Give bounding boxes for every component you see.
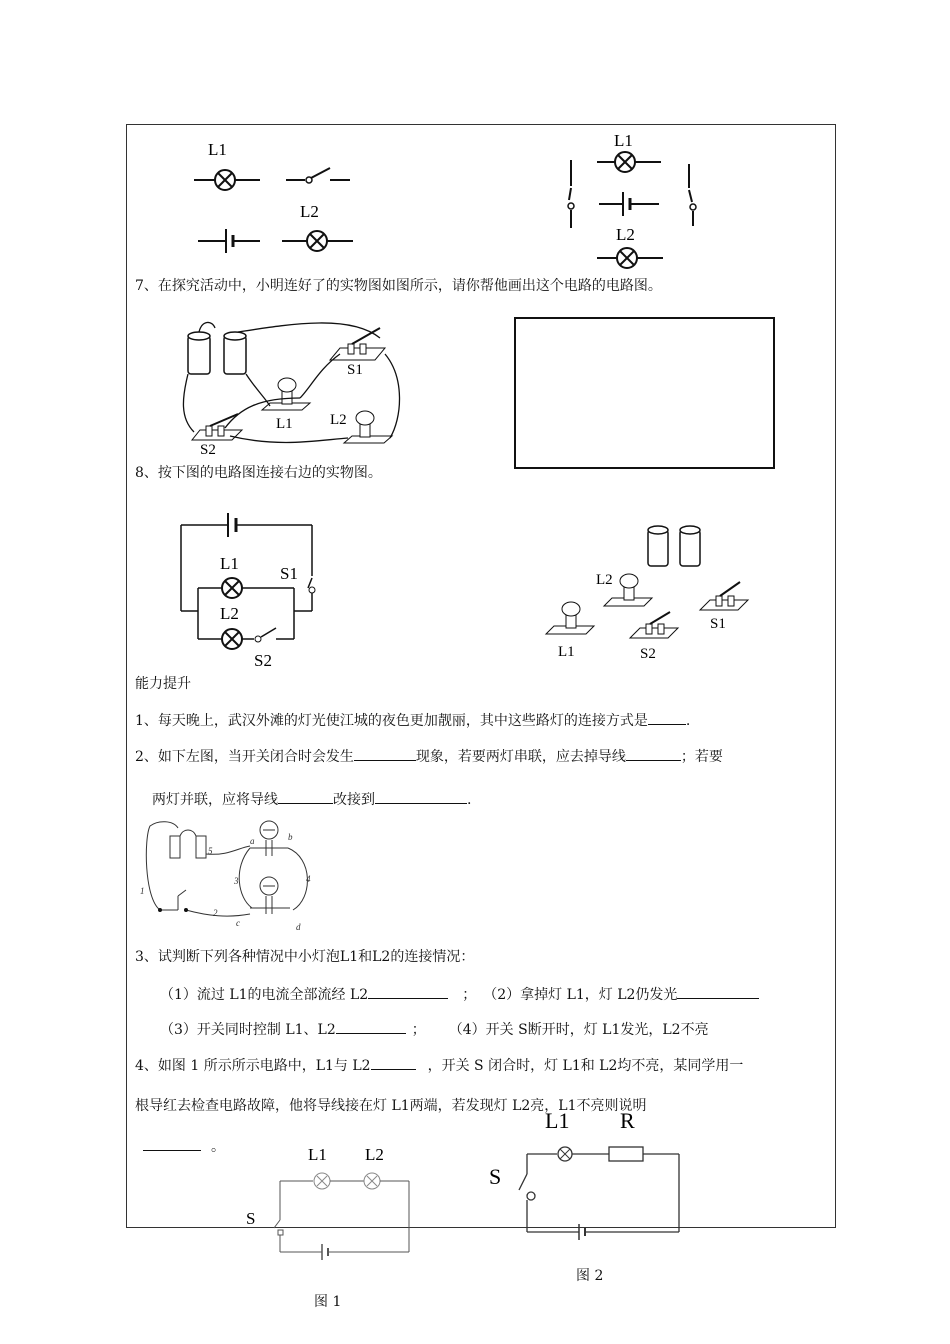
p2-blank-3[interactable]	[278, 789, 333, 804]
svg-text:c: c	[236, 918, 240, 928]
q7-physical-diagram	[180, 318, 410, 458]
svg-text:S: S	[489, 1164, 502, 1189]
svg-text:2: 2	[213, 908, 218, 918]
figure-2-caption: 图 2	[576, 1268, 604, 1284]
label-l2: L2	[300, 202, 319, 221]
svg-text:1: 1	[140, 886, 145, 896]
p3-line2: （3）开关同时控制 L1、L2 ； （4）开关 S断开时，灯 L1发光，L2不亮	[160, 1019, 709, 1039]
p3-blank-1[interactable]	[368, 984, 448, 999]
svg-text:b: b	[288, 832, 293, 842]
svg-text:4: 4	[306, 874, 311, 884]
svg-text:L1: L1	[558, 644, 575, 660]
svg-text:S1: S1	[280, 564, 298, 583]
p3-blank-3[interactable]	[336, 1019, 406, 1034]
p2-line2: 两灯并联，应将导线 改接到 .	[152, 789, 471, 809]
svg-text:L1: L1	[545, 1108, 570, 1133]
svg-text:a: a	[250, 836, 255, 846]
svg-text:L1: L1	[276, 416, 293, 432]
svg-text:R: R	[620, 1108, 635, 1133]
p4-blank-1[interactable]	[371, 1055, 416, 1070]
figure-2-circuit	[485, 1102, 690, 1242]
q8-text: 8、按下图的电路图连接右边的实物图。	[135, 465, 382, 481]
p2-line1: 2、如下左图，当开关闭合时会发生 现象，若要两灯串联，应去掉导线 ；若要	[135, 746, 723, 766]
svg-text:L2: L2	[616, 225, 635, 244]
svg-text:S1: S1	[347, 362, 363, 378]
p4-line3: 。	[143, 1136, 225, 1156]
svg-text:L2: L2	[365, 1145, 384, 1164]
p2-blank-2[interactable]	[626, 746, 681, 761]
p2-blank-4[interactable]	[375, 789, 467, 804]
svg-text:L1: L1	[308, 1145, 327, 1164]
q8-physical-parts	[540, 520, 760, 665]
symbols-right	[555, 128, 715, 273]
p4-blank-2[interactable]	[143, 1136, 201, 1151]
p4-line1: 4、如图 1 所示所示电路中，L1与 L2 ，开关 S 闭合时，灯 L1和 L2均不亮，某同学用一	[135, 1055, 743, 1075]
label-l1: L1	[208, 140, 227, 159]
p3-line1: （1）流过 L1的电流全部流经 L2 ； （2）拿掉灯 L1，灯 L2仍发光	[160, 984, 759, 1004]
p3-text: 3、试判断下列各种情况中小灯泡L1和L2的连接情况：	[135, 949, 475, 965]
svg-text:3: 3	[234, 876, 239, 886]
p1: 1、每天晚上，武汉外滩的灯光使江城的夜色更加靓丽，其中这些路灯的连接方式是 .	[135, 710, 690, 730]
svg-text:S1: S1	[710, 616, 726, 632]
p3-blank-2[interactable]	[677, 984, 759, 999]
p2-blank-1[interactable]	[354, 746, 416, 761]
answer-box[interactable]	[514, 317, 775, 469]
q7-text: 7、在探究活动中，小明连好了的实物图如图所示，请你帮他画出这个电路的电路图。	[135, 278, 662, 294]
figure-1-circuit	[240, 1140, 420, 1260]
p1-blank[interactable]	[648, 710, 686, 725]
svg-text:5: 5	[208, 846, 213, 856]
svg-text:d: d	[296, 922, 301, 932]
svg-text:L1: L1	[614, 131, 633, 150]
svg-text:S2: S2	[640, 646, 656, 662]
p2-sketch-diagram	[138, 818, 318, 933]
section-title: 能力提升	[135, 676, 191, 692]
p4-line2: 根导红去检查电路故障，他将导线接在灯 L1两端，若发现灯 L2亮，L1不亮则说明	[135, 1098, 647, 1114]
figure-1-caption: 图 1	[314, 1294, 342, 1310]
symbols-left	[190, 135, 370, 260]
svg-text:S2: S2	[254, 651, 272, 670]
svg-text:L1: L1	[220, 554, 239, 573]
svg-text:L2: L2	[596, 572, 613, 588]
q8-circuit-diagram	[178, 508, 328, 673]
svg-text:L2: L2	[330, 412, 347, 428]
svg-text:L2: L2	[220, 604, 239, 623]
svg-text:S2: S2	[200, 442, 216, 458]
svg-text:S: S	[246, 1209, 256, 1228]
